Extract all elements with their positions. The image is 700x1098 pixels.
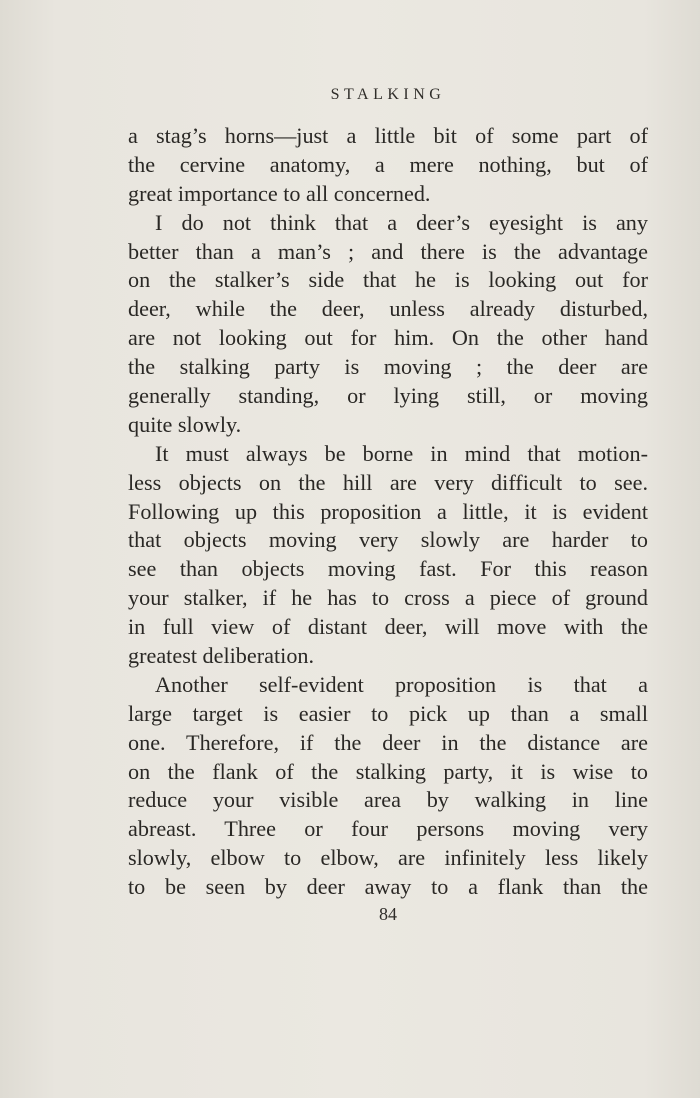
text-line: Another self-evident proposition is that a <box>155 671 648 697</box>
text-line: the stalking party is moving ; the deer are <box>128 354 648 380</box>
running-head: STALKING <box>330 86 446 103</box>
text-line: slowly, elbow to elbow, are infinitely less likely <box>128 845 648 871</box>
text-line: on the flank of the stalking party, it is wise to <box>128 758 648 784</box>
text-line: are not looking out for him. On the other hand <box>128 325 648 351</box>
text-line: quite slowly. <box>128 411 242 437</box>
text-line: on the stalker’s side that he is looking out for <box>128 267 648 293</box>
text-line: greatest deliberation. <box>128 643 315 669</box>
text-line: in full view of distant deer, will move with the <box>128 614 648 640</box>
text-line: a stag’s horns—just a little bit of some part of <box>128 123 648 148</box>
text-line: I do not think that a deer’s eyesight is any <box>155 209 648 235</box>
text-line: Following up this proposition a little, it is evident <box>128 498 648 524</box>
text-line: It must always be borne in mind that motion- <box>155 440 648 466</box>
text-line: large target is easier to pick up than a small <box>128 700 648 726</box>
text-line: one. Therefore, if the deer in the distance are <box>128 729 648 755</box>
page-number: 84 <box>379 904 397 924</box>
text-line: the cervine anatomy, a mere nothing, but of <box>128 151 648 177</box>
text-line: deer, while the deer, unless already disturbed, <box>128 296 648 322</box>
text-line: to be seen by deer away to a flank than the <box>128 874 648 900</box>
text-line: reduce your visible area by walking in line <box>128 787 648 813</box>
body-text <box>128 122 648 902</box>
text-line: your stalker, if he has to cross a piece of ground <box>128 585 648 611</box>
text-line: great importance to all concerned. <box>128 180 431 206</box>
text-line: less objects on the hill are very difficult to see. <box>128 469 648 495</box>
text-line: that objects moving very slowly are harder to <box>128 527 648 553</box>
text-line: see than objects moving fast. For this reason <box>128 556 648 582</box>
text-line: generally standing, or lying still, or moving <box>128 383 648 409</box>
text-line: abreast. Three or four persons moving very <box>128 816 648 842</box>
text-line: better than a man’s ; and there is the advantage <box>128 238 648 264</box>
